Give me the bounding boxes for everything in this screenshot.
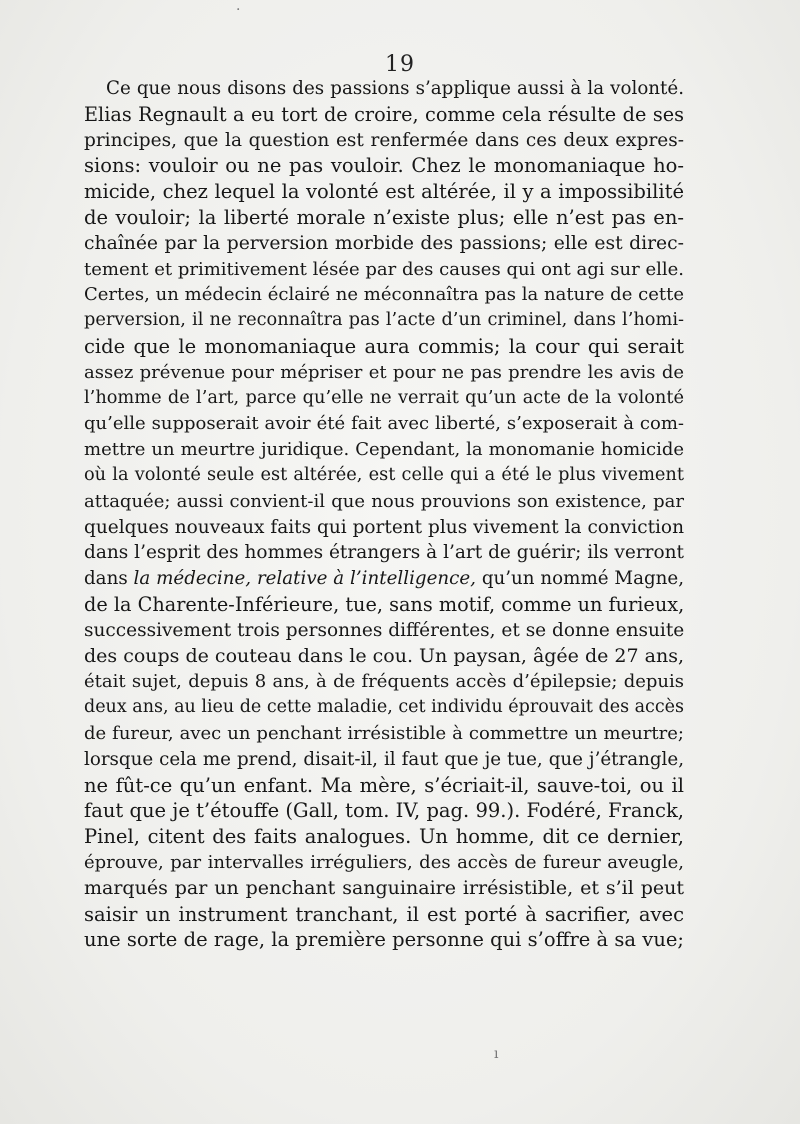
text-line: [84, 824, 684, 850]
text-line: [84, 179, 684, 205]
text-line: [84, 102, 684, 128]
text-segment: dans l’esprit des hommes étrangers à l’art de guérir; ils verront: [84, 542, 684, 564]
text-segment: l’homme de l’art, parce qu’elle ne verrait qu’un acte de la volonté: [84, 387, 684, 408]
text-segment: tement et primitivement lésée par des causes qui ont agi sur elle.: [84, 258, 684, 280]
text-line: [84, 927, 684, 953]
text-line: [84, 205, 684, 231]
text-line: [84, 282, 684, 308]
text-line: [84, 669, 684, 695]
text-line: [84, 902, 684, 928]
text-line: [84, 153, 684, 179]
text-line: [84, 437, 684, 463]
text-line: [84, 850, 684, 876]
text-line: [84, 618, 684, 644]
text-line: [84, 386, 684, 412]
text-segment: sions: vouloir ou ne pas vouloir. Chez le monomaniaque ho-: [84, 154, 684, 178]
text-line: [84, 592, 684, 618]
text-segment: une sorte de rage, la première personne qui s’offre à sa vue;: [84, 928, 684, 952]
text-segment: perversion, il ne reconnaîtra pas l’acte d’un criminel, dans l’homi-: [84, 310, 684, 331]
text-line: [84, 798, 684, 824]
text-line: [84, 231, 684, 257]
text-line: [84, 128, 684, 154]
text-line: [84, 566, 684, 592]
text-segment: dans: [84, 568, 134, 590]
text-segment: où la volonté seule est altérée, est celle qui a été le plus vivement: [84, 464, 684, 485]
text-segment: faut que je t’étouffe (Gall, tom. IV, pag. 99.). Fodéré, Franck,: [84, 799, 684, 823]
text-line: [84, 76, 684, 102]
text-segment: était sujet, depuis 8 ans, à de fréquents accès d’épilepsie; depuis: [84, 671, 684, 693]
text-segment: des coups de couteau dans le cou. Un paysan, âgée de 27 ans,: [84, 644, 684, 667]
text-segment: Certes, un médecin éclairé ne méconnaîtra pas la nature de cette: [84, 284, 684, 306]
text-segment: successivement trois personnes différentes, et se donne ensuite: [84, 619, 684, 641]
text-line: [84, 489, 684, 515]
text-line: [84, 721, 684, 747]
text-line: [84, 747, 684, 773]
text-segment: assez prévenue pour mépriser et pour ne pas prendre les avis de: [84, 361, 684, 383]
text-segment: principes, que la question est renfermée dans ces deux expres-: [84, 129, 684, 151]
paper-speck: ı: [494, 1046, 499, 1062]
text-line: [84, 540, 684, 566]
text-line: [84, 695, 684, 721]
text-segment: marqués par un penchant sanguinaire irrésistible, et s’il peut: [84, 876, 684, 899]
text-line: [84, 876, 684, 902]
paper-speck: ·: [236, 2, 241, 18]
text-segment: de la Charente-Inférieure, tue, sans motif, comme un furieux,: [84, 592, 684, 616]
text-segment: mettre un meurtre juridique. Cependant, la monomanie homicide: [84, 439, 684, 461]
text-segment: de vouloir; la liberté morale n’existe plus; elle n’est pas en-: [84, 205, 684, 229]
text-line: [84, 334, 684, 360]
italic-text: la médecine, relative à l’intelligence,: [133, 568, 476, 590]
page-number: 19: [385, 52, 415, 77]
text-line: [84, 308, 684, 334]
text-line: [84, 515, 684, 541]
text-segment: chaînée par la perversion morbide des passions; elle est direc-: [84, 232, 684, 254]
text-line: [84, 360, 684, 386]
text-line: [84, 257, 684, 283]
text-segment: attaquée; aussi convient-il que nous prouvions son existence, par: [84, 490, 684, 512]
body-text: [84, 76, 684, 953]
text-segment: Elias Regnault a eu tort de croire, comme cela résulte de ses: [84, 102, 684, 126]
text-segment: Pinel, citent des faits analogues. Un homme, dit ce dernier,: [84, 825, 684, 849]
text-line: [84, 411, 684, 437]
text-segment: lorsque cela me prend, disait-il, il faut que je tue, que j’étrangle,: [84, 748, 684, 770]
text-segment: micide, chez lequel la volonté est altérée, il y a impossibilité: [84, 180, 684, 204]
text-segment: ne fût-ce qu’un enfant. Ma mère, s’écriait-il, sauve-toi, ou il: [84, 773, 684, 797]
text-segment: saisir un instrument tranchant, il est porté à sacrifier, avec: [84, 902, 684, 926]
text-line: [84, 463, 684, 489]
text-line: [84, 644, 684, 670]
text-segment: Ce que nous disons des passions s’applique aussi à la volonté.: [106, 78, 684, 99]
text-segment: de fureur, avec un penchant irrésistible à commettre un meurtre;: [84, 722, 684, 744]
text-segment: éprouve, par intervalles irréguliers, des accès de fureur aveugle,: [84, 851, 684, 873]
text-segment: cide que le monomaniaque aura commis; la cour qui serait: [84, 334, 684, 358]
text-segment: qu’elle supposerait avoir été fait avec liberté, s’exposerait à com-: [84, 413, 684, 435]
text-segment: qu’un nommé Magne,: [475, 568, 684, 590]
text-segment: quelques nouveaux faits qui portent plus vivement la conviction: [84, 516, 684, 538]
text-segment: deux ans, au lieu de cette maladie, cet individu éprouvait des accès: [84, 697, 684, 718]
text-line: [84, 773, 684, 799]
